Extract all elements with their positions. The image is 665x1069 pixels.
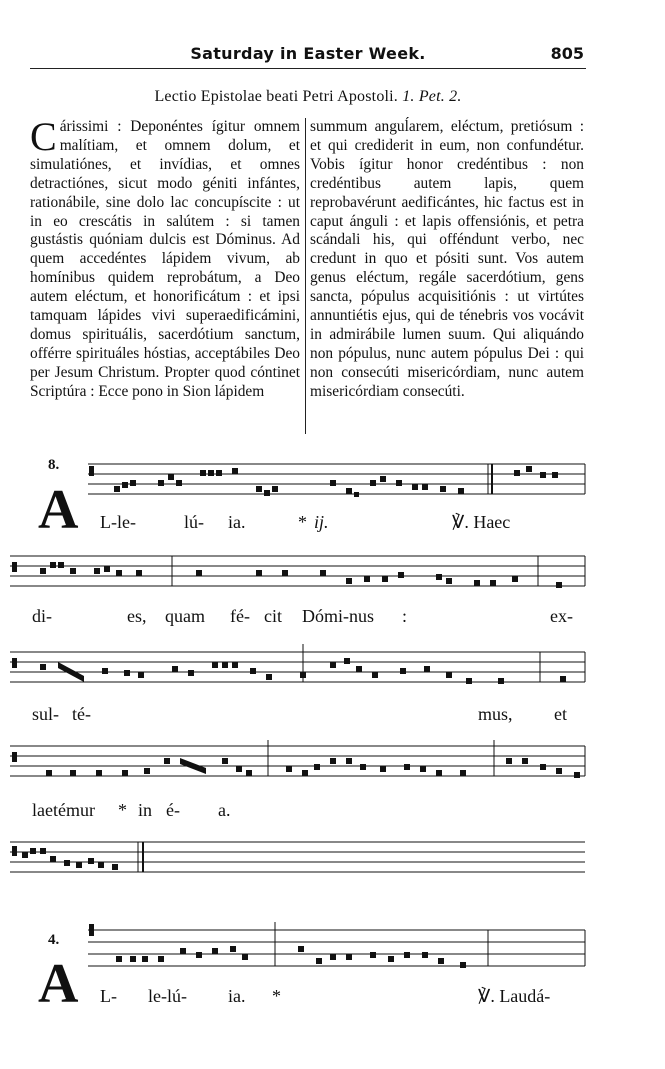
epistle-reading bbox=[30, 114, 586, 438]
staff-6 bbox=[0, 918, 665, 978]
alleluia-chant-mode-4 bbox=[0, 912, 665, 1032]
syllable: L-le- bbox=[100, 512, 136, 532]
syllable: fé- bbox=[230, 606, 250, 626]
syllable: di- bbox=[32, 606, 52, 626]
asterisk: * bbox=[118, 800, 127, 820]
syllable: lú- bbox=[184, 512, 204, 532]
reading-left-column bbox=[30, 114, 300, 402]
syllable: sul- bbox=[32, 704, 59, 724]
alleluia-chant-mode-8 bbox=[0, 452, 665, 832]
lectio-heading: Lectio Epistolae beati Petri Apostoli. bbox=[154, 88, 399, 105]
verse-marker: ℣. Laudá- bbox=[478, 986, 551, 1006]
syllable: ia. bbox=[228, 986, 246, 1006]
syllable: laetémur bbox=[32, 800, 95, 820]
running-title: Saturday in Easter Week. bbox=[190, 44, 426, 63]
syllable: et bbox=[554, 704, 567, 724]
syllable: L- bbox=[100, 986, 117, 1006]
verse-marker: ℣. Haec bbox=[452, 512, 511, 532]
mode-number: 8. bbox=[48, 457, 60, 473]
asterisk: * bbox=[272, 986, 281, 1006]
syllable: a. bbox=[218, 800, 231, 820]
syllable: Dómi-nus bbox=[302, 606, 374, 626]
chant-initial: A bbox=[38, 479, 79, 541]
syllable: in bbox=[138, 800, 153, 820]
syllable: té- bbox=[72, 704, 91, 724]
syllable: le-lú- bbox=[148, 986, 187, 1006]
reading-left-text: árissimi : Deponéntes ígitur omnem malítiam, et omnem dolum, et simulatiónes, et invídias, et omnes detractiónes, sicut modo géniti infántes, rationábile, sine dolo lac concupíscite : ut in eo crescátis in salútem : si tamen gustástis quóniam dulcis est Dóminus. Ad quem accedéntes lápidem vivum, ab homínibus quidem reprobátum, a Deo autem eléctum, et honorificátum : et ipsi tamquam lápides vivi superaedificámini, domus spirituális, sacerdótium sanctum, offérre spirituáles hóstias, acceptábiles Deo per Jesum Christum. Propter quod cóntinet Scriptúra : Ecce pono in Sion lápidem bbox=[30, 118, 300, 400]
colon: : bbox=[402, 606, 408, 626]
asterisk: * bbox=[298, 512, 307, 532]
syllable: é- bbox=[166, 800, 180, 820]
mode-number: 4. bbox=[48, 932, 60, 948]
syllable: es, bbox=[127, 606, 147, 626]
page-header bbox=[30, 38, 586, 69]
chant-initial: A bbox=[38, 953, 79, 1015]
page-number: 805 bbox=[550, 44, 584, 63]
drop-initial: C bbox=[30, 114, 57, 159]
staff-3 bbox=[0, 642, 665, 697]
reading-right-text: summum anguĺarem, eléctum, pretiósum : et qui crediderit in eum, non confundétur. Vobis ígitur honor credéntibus : non credéntibus autem lapis, quem reprobavérunt aedificántes, hic factus est in caput ánguli : et lapis offensiónis, et petra scándali his, qui offéndunt verbo, nec credunt in quo et pósiti sunt. Vos autem genus eléctum, regále sacerdótium, gens sancta, pópulus acquisitiónis : ut virtútes annuntiétis ejus, qui de ténebris vos vocávit in admirábile lumen suum. Qui aliquándo non pópulus, nunc autem pópulus Dei : qui non consecúti misericórdiam, nunc autem misericórdiam consecúti. bbox=[310, 118, 584, 400]
syllable: quam bbox=[165, 606, 205, 626]
staff-2 bbox=[0, 552, 665, 602]
syllable: cit bbox=[264, 606, 282, 626]
staff-5 bbox=[0, 832, 665, 882]
repeat-mark: ij. bbox=[314, 512, 329, 532]
lectio-title bbox=[30, 88, 586, 106]
column-divider bbox=[305, 118, 306, 434]
staff-1 bbox=[0, 460, 665, 510]
reading-right-column bbox=[310, 118, 584, 402]
lectio-reference: 1. Pet. 2. bbox=[402, 88, 462, 105]
staff-4 bbox=[0, 740, 665, 790]
syllable: ex- bbox=[550, 606, 573, 626]
syllable: mus, bbox=[478, 704, 513, 724]
syllable: ia. bbox=[228, 512, 246, 532]
